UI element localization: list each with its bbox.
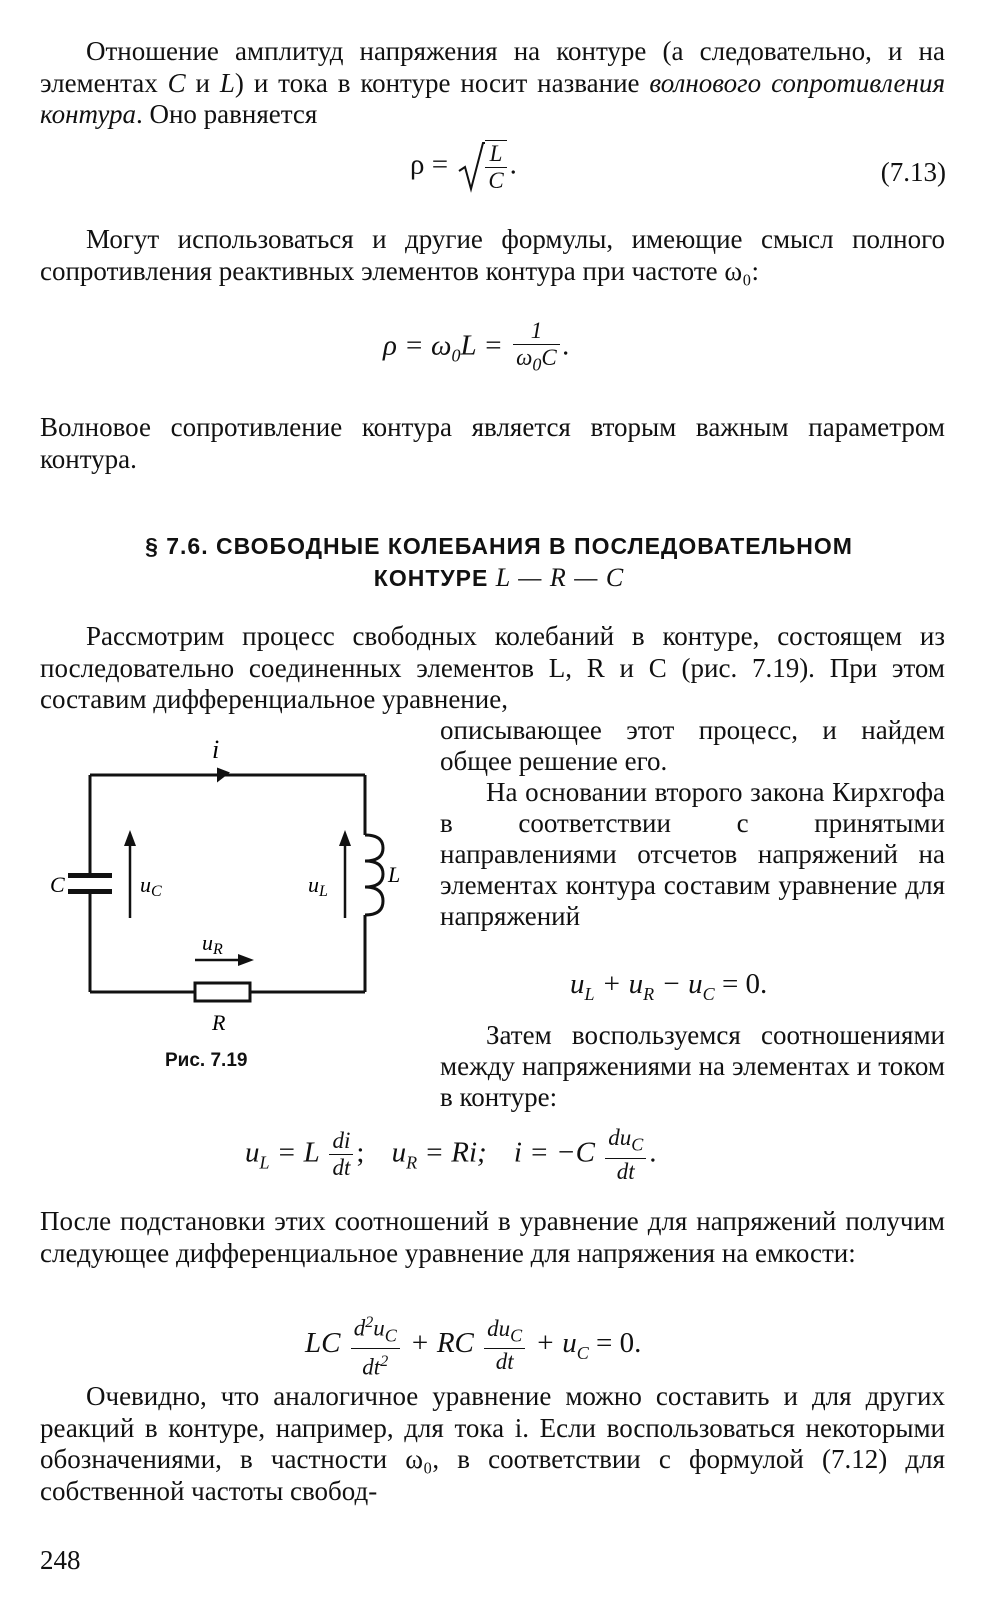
eq5-tail-u: + u bbox=[528, 1327, 577, 1360]
label-ul-sub: L bbox=[319, 883, 328, 900]
inductor-coil bbox=[365, 835, 383, 915]
arrow-uc-head bbox=[124, 830, 136, 846]
eq4-ur-sub: R bbox=[406, 1152, 418, 1173]
eq2-den-omega: ω bbox=[516, 345, 533, 370]
para1-text-c: ) и тока в контуре носит название bbox=[234, 67, 650, 98]
equation-kirchhoff bbox=[570, 968, 767, 1005]
eq2-den-c: C bbox=[541, 345, 557, 370]
eq4-f2-num bbox=[605, 1125, 646, 1159]
label-ul bbox=[308, 872, 328, 900]
eq713-numerator: L bbox=[485, 141, 506, 168]
eq5-rc: + RC bbox=[402, 1327, 482, 1360]
para4-text: Рассмотрим процесс свободных колебаний в контуре, состоящем из последовательно соединенных элементов L, R и C (рис. 7.19). При этом составим дифференциальное уравнение, bbox=[40, 621, 945, 714]
eq5-f2-num bbox=[484, 1316, 525, 1350]
page-number: 248 bbox=[40, 1545, 81, 1575]
paragraph-consider-process bbox=[40, 621, 945, 716]
equation-differential bbox=[305, 1310, 641, 1381]
eq4-f2-num-du: du bbox=[608, 1125, 632, 1150]
eq4-ul: u bbox=[245, 1136, 260, 1169]
equation-7-13 bbox=[410, 140, 517, 194]
eq3-op1: + u bbox=[594, 968, 644, 1000]
eq5-f1-dt: dt bbox=[362, 1354, 381, 1380]
eq4-fraction2 bbox=[605, 1125, 646, 1185]
capacitor-plate-top bbox=[68, 873, 112, 878]
eq4-f2-den: dt bbox=[616, 1158, 635, 1184]
eq4-ul-sub: L bbox=[259, 1152, 270, 1173]
label-ur bbox=[202, 930, 223, 958]
symbol-c: C bbox=[167, 67, 186, 98]
eq4-eq-l: = L bbox=[269, 1136, 327, 1169]
eq5-f2-du: du bbox=[487, 1315, 511, 1341]
eq5-f1-den bbox=[351, 1349, 400, 1381]
para1-text-a: Отношение амплитуд напряжения на контуре (а следовательно, и на элементах bbox=[40, 36, 945, 98]
capacitor-plate-bottom bbox=[68, 889, 112, 894]
label-uc bbox=[140, 872, 162, 900]
figure-caption: Рис. 7.19 bbox=[165, 1050, 248, 1071]
symbol-omega0: ω₀ bbox=[724, 255, 752, 286]
label-i: i bbox=[212, 735, 220, 764]
eq4-f1-num: di bbox=[329, 1128, 353, 1155]
eq2-end: . bbox=[562, 329, 570, 362]
label-ur-sub: R bbox=[213, 941, 223, 958]
eq2-denominator bbox=[513, 345, 560, 378]
arrow-ul-head bbox=[339, 830, 351, 846]
eq3-end: = 0. bbox=[714, 968, 768, 1000]
paragraph-relations bbox=[440, 1020, 945, 1113]
equation-number-7-13: (7.13) bbox=[880, 157, 946, 187]
eq4-semicolon1: ; bbox=[356, 1136, 365, 1169]
para8-text: Очевидно, что аналогичное уравнение можно составить и для других реакций в контуре, например, для тока i. Если воспользоваться некоторыми обозначениями, в частности ω₀, в соответствии с формулой (7.12) для собственной частоты свобод- bbox=[40, 1381, 945, 1506]
section-heading-line2 bbox=[0, 562, 998, 594]
label-c: C bbox=[50, 872, 65, 897]
label-uc-u: u bbox=[140, 872, 151, 897]
para4-cont-text: описывающее этот процесс, и найдем общее решение его. bbox=[440, 715, 945, 776]
eq3-op2: − u bbox=[654, 968, 703, 1000]
section-heading bbox=[0, 530, 998, 594]
paragraph-second-parameter bbox=[40, 412, 945, 475]
eq2-lhs: ρ = ω bbox=[383, 329, 452, 362]
eq713-lhs: ρ = bbox=[410, 148, 456, 181]
para5-text: На основании второго закона Кирхгофа в соответствии с принятыми направлениями отсчетов напряжений на элементах контура составим уравнение для напряжений bbox=[440, 777, 945, 931]
eq5-f1-d: d bbox=[353, 1315, 366, 1341]
eq4-f2-num-sub: C bbox=[631, 1134, 644, 1155]
eq2-fraction bbox=[513, 318, 560, 378]
para2-text: Могут использоваться и другие формулы, имеющие смысл полного сопротивления реактивных элементов контура при частоте bbox=[40, 224, 945, 286]
eq5-f1-u: u bbox=[373, 1315, 385, 1341]
eq4-i-eq: i = −C bbox=[513, 1136, 603, 1169]
eq713-fraction bbox=[485, 140, 506, 194]
paragraph-wave-impedance bbox=[40, 36, 945, 131]
eq2-den-sub: 0 bbox=[532, 354, 542, 375]
eq5-fraction1 bbox=[351, 1310, 400, 1381]
term-wave-impedance: волнового сопротивления контура bbox=[40, 67, 945, 129]
eq713-end: . bbox=[509, 148, 517, 181]
eq5-f1-den-sup: 2 bbox=[380, 1353, 389, 1371]
eq3-sub-l: L bbox=[584, 983, 595, 1004]
section-heading-lrc: L — R — C bbox=[495, 563, 625, 592]
sqrt-sign bbox=[455, 141, 485, 193]
eq3-u1: u bbox=[570, 968, 585, 1000]
circuit-diagram-lrc bbox=[40, 730, 420, 1040]
eq5-f1-num bbox=[351, 1310, 400, 1349]
section-heading-line1: § 7.6. СВОБОДНЫЕ КОЛЕБАНИЯ В ПОСЛЕДОВАТЕЛЬНОМ bbox=[145, 533, 853, 559]
paragraph-substitution bbox=[40, 1206, 945, 1269]
eq713-denominator: C bbox=[488, 168, 504, 193]
para6-text: Затем воспользуемся соотношениями между напряжениями на элементах и током в контуре: bbox=[440, 1020, 945, 1112]
label-l: L bbox=[388, 862, 401, 887]
para1-text-d: . Оно равняется bbox=[135, 99, 318, 129]
label-uc-sub: C bbox=[151, 883, 162, 900]
resistor-box bbox=[195, 983, 250, 1001]
equation-rho-omega bbox=[383, 318, 570, 378]
eq4-fraction1 bbox=[329, 1128, 353, 1181]
eq5-f2-den: dt bbox=[495, 1349, 514, 1375]
eq4-end: . bbox=[649, 1136, 657, 1169]
section-heading-kontur: КОНТУРЕ bbox=[373, 565, 496, 591]
para3-text: Волновое сопротивление контура является вторым важным параметром контура. bbox=[40, 412, 945, 474]
eq4-ri: = Ri; bbox=[417, 1136, 487, 1169]
eq5-fraction2 bbox=[484, 1316, 525, 1376]
eq5-f1-sup: 2 bbox=[365, 1314, 374, 1331]
label-ur-u: u bbox=[202, 930, 213, 955]
arrow-ur-head bbox=[238, 954, 254, 966]
eq5-f2-sub: C bbox=[510, 1325, 523, 1346]
eq2-mid: L = bbox=[460, 329, 511, 362]
label-r: R bbox=[212, 1010, 226, 1035]
eq5-f1-sub: C bbox=[384, 1325, 397, 1346]
paragraph-consider-process-cont bbox=[440, 715, 945, 777]
paragraph-analogous bbox=[40, 1381, 945, 1507]
eq2-sub0: 0 bbox=[451, 345, 461, 366]
eq2-numerator: 1 bbox=[513, 318, 560, 345]
para2-end: : bbox=[751, 255, 760, 286]
eq5-tail-sub: C bbox=[576, 1342, 589, 1363]
para1-text-b: и bbox=[185, 67, 220, 98]
eq3-sub-r: R bbox=[643, 983, 655, 1004]
label-ul-u: u bbox=[308, 872, 319, 897]
eq3-sub-c: C bbox=[702, 983, 715, 1004]
eq4-ur: u bbox=[391, 1136, 407, 1169]
paragraph-kirchhoff bbox=[440, 777, 945, 932]
equation-relations bbox=[245, 1125, 656, 1185]
eq5-end: = 0. bbox=[588, 1327, 642, 1360]
eq4-f1-den: dt bbox=[332, 1155, 351, 1181]
symbol-l: L bbox=[219, 67, 235, 98]
eq5-lc: LC bbox=[305, 1327, 348, 1360]
para7-text: После подстановки этих соотношений в уравнение для напряжений получим следующее дифференциальное уравнение для напряжения на емкости: bbox=[40, 1206, 945, 1268]
paragraph-other-formulas bbox=[40, 224, 945, 287]
